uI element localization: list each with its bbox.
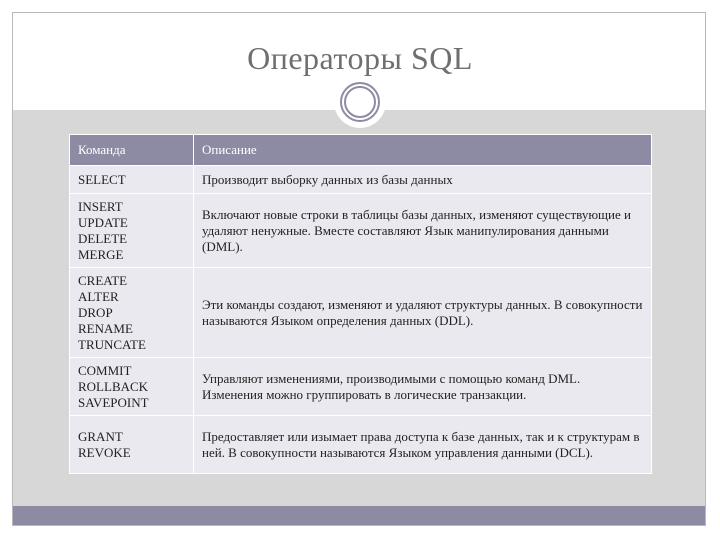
table-header-row: [70, 135, 652, 166]
header-command: Команда: [70, 135, 194, 166]
command-cell: CREATE ALTER DROP RENAME TRUNCATE: [70, 268, 194, 358]
table-row: [70, 268, 652, 358]
table-row: [70, 416, 652, 474]
command-cell: GRANT REVOKE: [70, 416, 194, 474]
command-cell: INSERT UPDATE DELETE MERGE: [70, 194, 194, 268]
description-cell: Производит выборку данных из базы данных: [194, 166, 652, 194]
description-cell: Эти команды создают, изменяют и удаляют структуры данных. В совокупности называются Языком определения данных (DDL).: [194, 268, 652, 358]
table-row: [70, 358, 652, 416]
table-row: [70, 194, 652, 268]
sql-operators-table: [69, 134, 652, 474]
inner-ring: [344, 86, 376, 118]
slide-title: Операторы SQL: [247, 40, 473, 76]
table-row: [70, 166, 652, 194]
description-cell: Включают новые строки в таблицы базы данных, изменяют существующие и удаляют ненужные. Вместе составляют Язык манипулирования данными (DML).: [194, 194, 652, 268]
header-description: Описание: [194, 135, 652, 166]
double-ring-circle-icon: [334, 76, 386, 128]
description-cell: Предоставляет или изымает права доступа к базе данных, так и к структурам в ней. В совокупности называются Языком управления данными (DCL).: [194, 416, 652, 474]
description-cell: Управляют изменениями, производимыми с помощью команд DML. Изменения можно группировать в логические транзакции.: [194, 358, 652, 416]
footer-bar: [13, 506, 705, 525]
command-cell: SELECT: [70, 166, 194, 194]
command-cell: COMMIT ROLLBACK SAVEPOINT: [70, 358, 194, 416]
